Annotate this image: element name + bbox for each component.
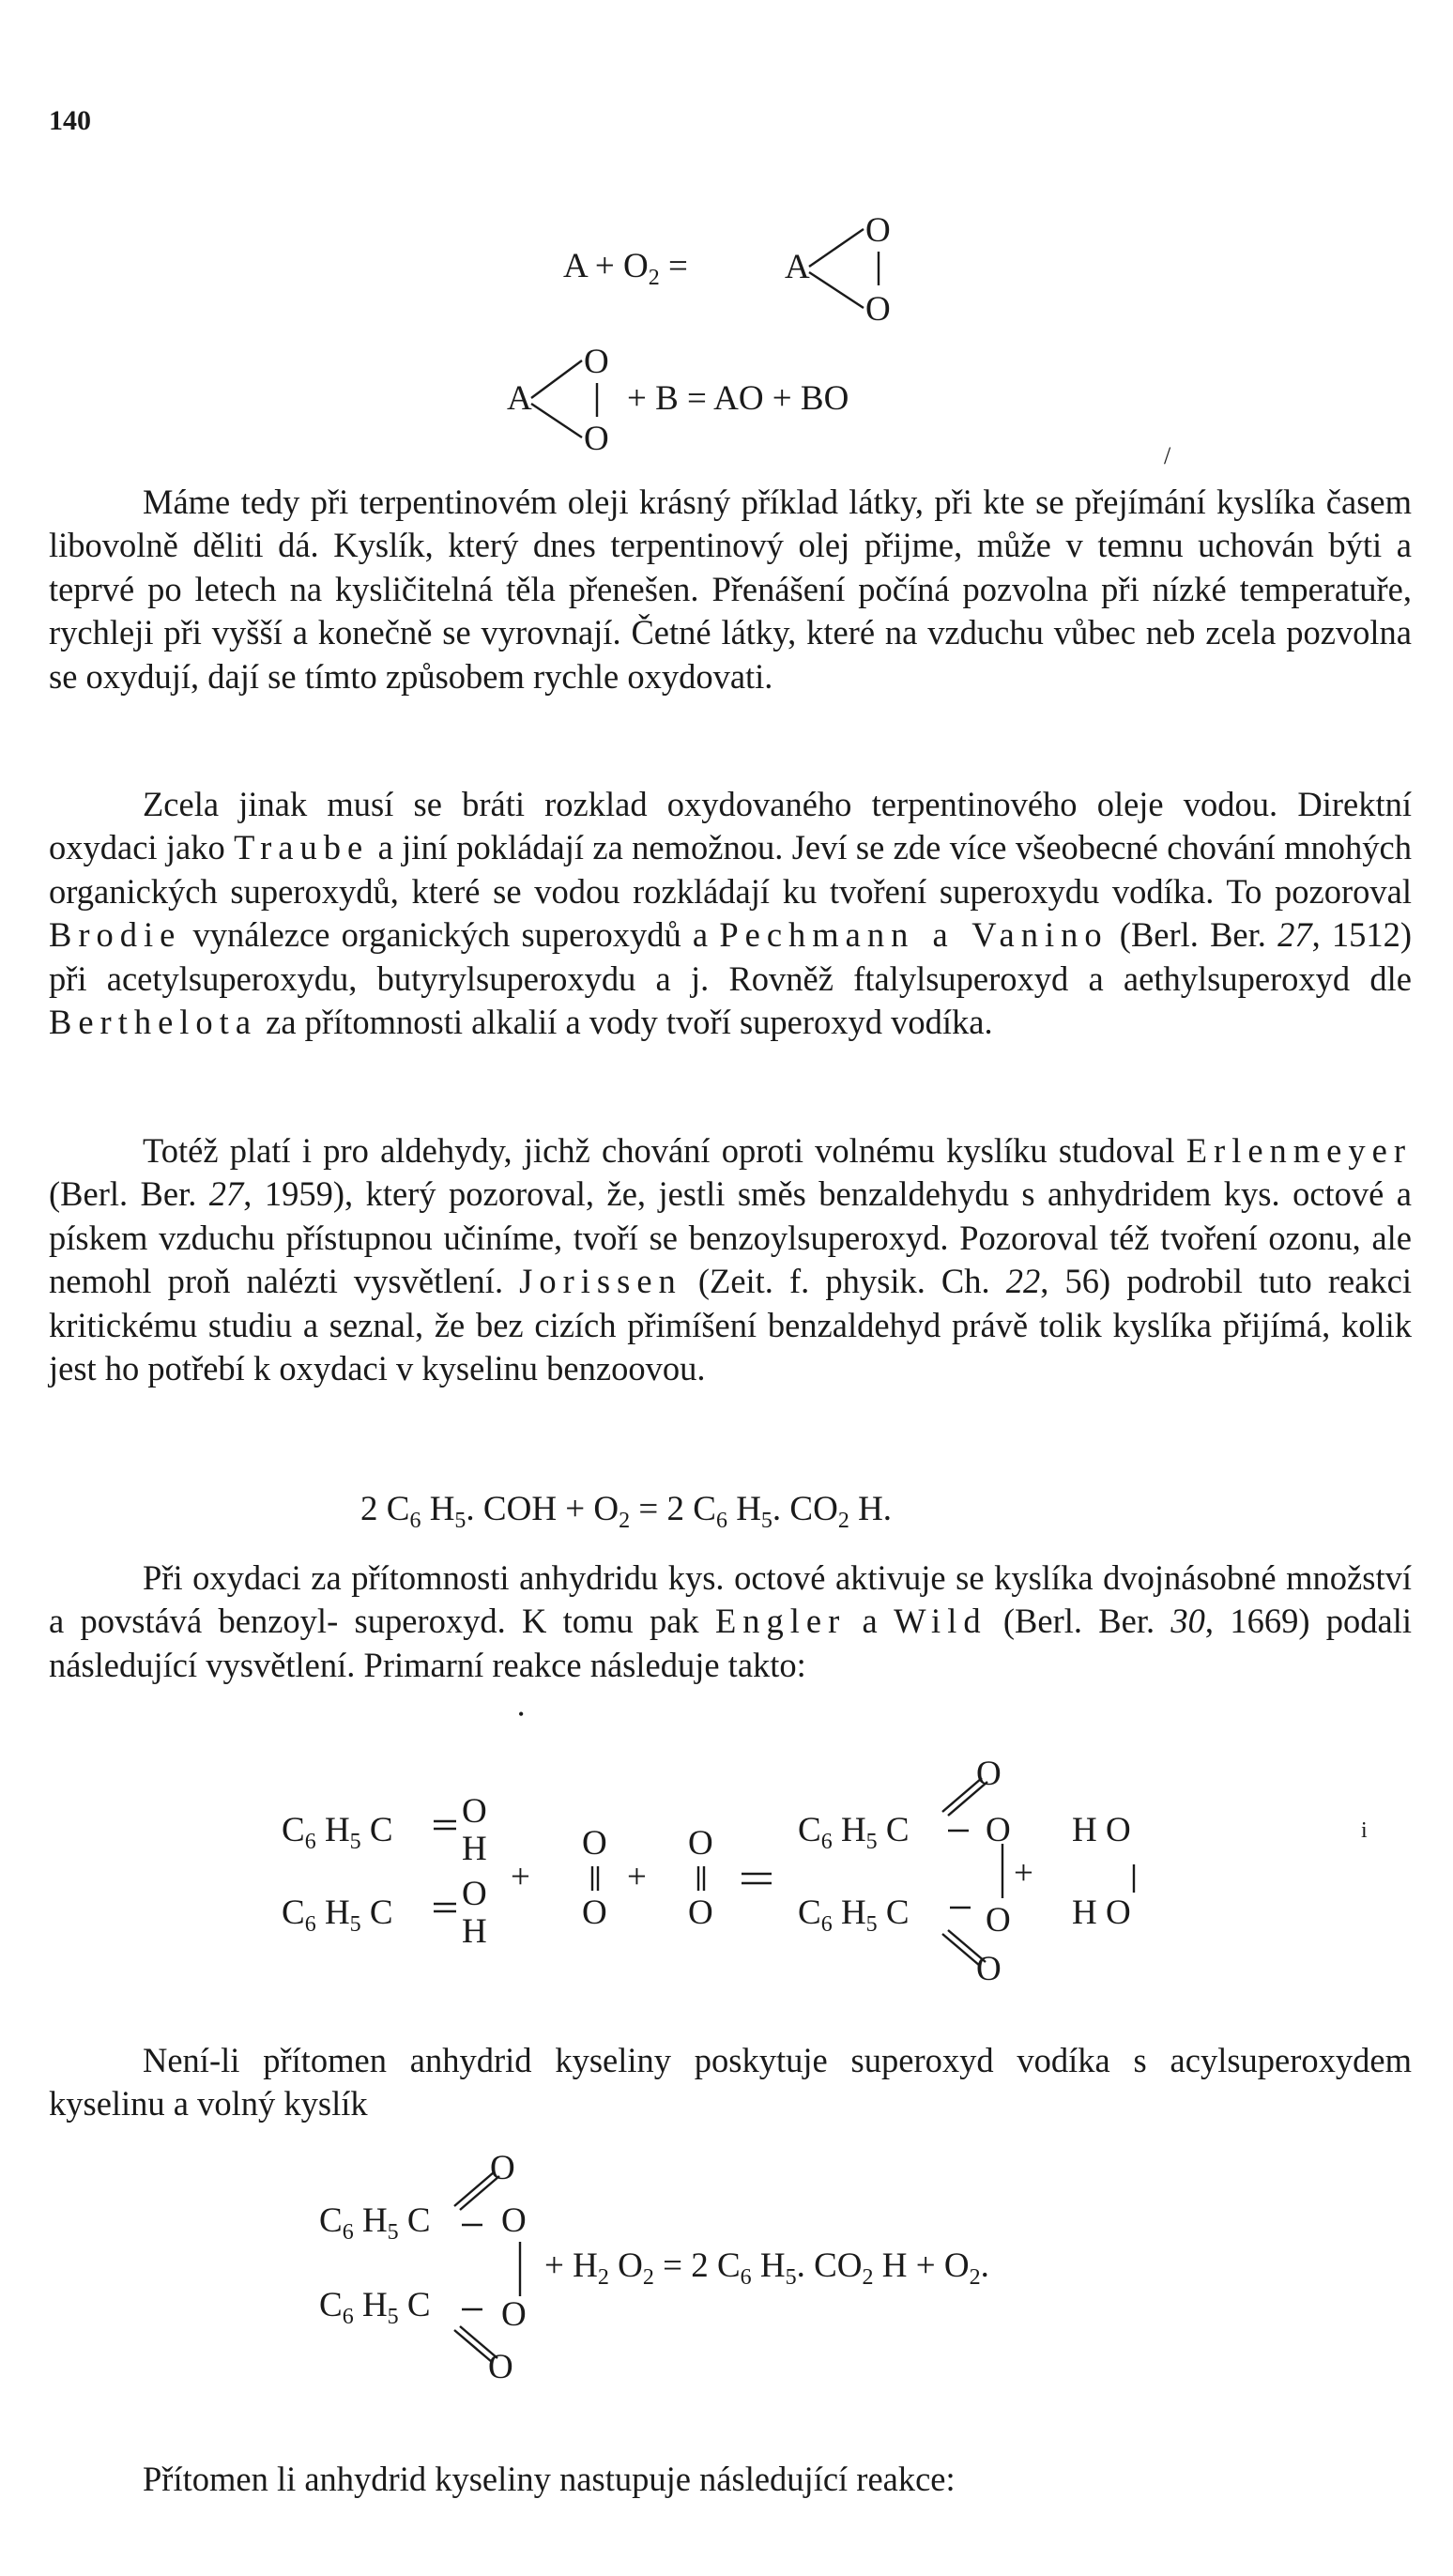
s1-p1-h5: 5 [865, 1830, 878, 1854]
s1-plus-2: + [627, 1858, 647, 1896]
p2-text-4: (Berl. Ber. [1108, 915, 1278, 955]
s2-rhs-g: . [980, 2246, 989, 2285]
s2-l1-h5: 5 [387, 2220, 399, 2245]
s1-p2-c6: 6 [820, 1912, 833, 1937]
name-berthelot: Berthelota [49, 1003, 258, 1042]
s1-plus-3: + [1014, 1854, 1033, 1893]
s2-l1-c6: 6 [342, 2220, 354, 2245]
p3-volume-2: 22 [1005, 1262, 1041, 1301]
s2-rhs-f: H + O [873, 2246, 970, 2285]
s2-l2-cc: C [398, 2286, 431, 2324]
s1-product-bottom [798, 1894, 910, 1937]
s1-product-top [798, 1811, 910, 1854]
s2-left-top [319, 2201, 431, 2245]
eq2-bond-upper [531, 360, 582, 398]
s2-rhs-a-sub: 2 [597, 2265, 609, 2290]
s1-water-top: H O [1072, 1811, 1131, 1849]
s2-rhs-f-sub: 2 [969, 2265, 981, 2290]
s2-right-side [544, 2246, 989, 2290]
paragraph-1: Máme tedy při terpentinovém oleji krásný příklad látky, při kte se přejímání kyslíka časem libovolně děliti dá. Kyslík, který dnes terpentinový olej přijme, může v temnu uchován býti a teprvé po letech na kysličitelná těla přenešen. Přenášení počíná pozvolna při nízké temperatuře, rychleji při vyšší a konečně se vyrovnají. Četné látky, které na vzduchu vůbec neb zcela pozvolna se oxydují, dají se tímto způsobem rychle oxydovati. [49, 483, 1412, 696]
eq1-left: A + O [563, 247, 649, 285]
eq1-bond-lower [809, 272, 864, 308]
s1-o2b-bot: O [688, 1894, 713, 1932]
paragraph-2 [49, 783, 1412, 1044]
s1-p1-h: H [832, 1811, 866, 1849]
s2-l2-h5: 5 [387, 2305, 399, 2329]
s1-p2-c: C [798, 1894, 821, 1932]
s1-reactant-2 [282, 1894, 393, 1937]
eq3-f: . CO [772, 1490, 838, 1528]
s1-o2b-top: O [688, 1824, 713, 1863]
s2-rhs-a: + H [544, 2246, 598, 2285]
p4-volume: 30 [1170, 1602, 1205, 1641]
eq2-right-side: + B = AO + BO [627, 379, 849, 418]
eq3-b-sub: 5 [454, 1509, 466, 1533]
name-erlenmeyer: Erlenmeyer [1185, 1131, 1412, 1170]
name-engler: Engler [714, 1602, 847, 1641]
s2-rhs-e: . CO [796, 2246, 863, 2285]
stray-dot: • [518, 1705, 525, 1724]
s1-reactant-1 [282, 1811, 393, 1854]
s1-p2-carbonyl-o: O [976, 1950, 1002, 1988]
paragraph-5: Není-li přítomen anhydrid kyseliny poskytuje superoxyd vodíka s acylsuperoxydem kyselinu a volný kyslík [49, 2041, 1412, 2124]
p2-text-3: vynálezce organických superoxydů a [181, 915, 720, 955]
p2-volume: 27 [1277, 915, 1312, 955]
s2-l2-h: H [353, 2286, 388, 2324]
name-traube: Traube [234, 828, 370, 867]
p4-text-3: (Berl. Ber. [987, 1602, 1171, 1641]
page-number: 140 [49, 105, 91, 136]
p3-text-2: (Berl. Ber. [49, 1174, 209, 1214]
s1-carbonyl-bot-1 [942, 1934, 980, 1966]
s1-o2a-bot: O [582, 1894, 607, 1932]
s1-p2-h: H [832, 1894, 866, 1932]
s1-r2-h: H [315, 1894, 350, 1932]
s1-plus-1: + [511, 1858, 530, 1896]
p4-text-2: a [846, 1602, 895, 1641]
s1-r1-c: C [282, 1811, 305, 1849]
p3-text-1: Totéž platí i pro aldehydy, jichž chování oproti volnému kyslíku studoval [143, 1131, 1186, 1170]
s1-r1-oxygen: O [462, 1792, 487, 1831]
eq3-g: H. [849, 1490, 893, 1528]
s1-r2-h5: 5 [349, 1912, 361, 1937]
stray-mark: / [1164, 442, 1171, 469]
s1-r1-h: H [315, 1811, 350, 1849]
p2-text-5: , 1512) při acetylsuperoxydu, butyrylsuperoxydu a j. Rovněž ftalylsuperoxyd a aethylsuperoxyd dle [49, 915, 1413, 998]
s1-r2-hydrogen: H [462, 1912, 487, 1951]
s1-p2-peroxy-o: O [986, 1901, 1011, 1940]
s2-rhs-e-sub: 2 [862, 2265, 874, 2290]
s2-l2-peroxy-o: O [501, 2295, 527, 2334]
eq2-oxygen-bottom: O [584, 420, 609, 458]
s1-p1-c: C [798, 1811, 821, 1849]
paragraph-3 [49, 1129, 1412, 1390]
s1-r2-cc: C [360, 1894, 393, 1932]
s1-r2-c6: 6 [304, 1912, 316, 1937]
s2-l1-c: C [319, 2201, 343, 2240]
eq3-e-sub: 5 [760, 1509, 772, 1533]
eq3-d-sub: 6 [715, 1509, 727, 1533]
name-jorissen: Jorissen [519, 1262, 682, 1301]
eq1-atom-a: A [785, 248, 810, 286]
s1-r1-cc: C [360, 1811, 393, 1849]
s1-r1-h5: 5 [349, 1830, 361, 1854]
s2-rhs-d-sub: 5 [785, 2265, 797, 2290]
s1-r2-c: C [282, 1894, 305, 1932]
eq3-a: 2 C [360, 1490, 410, 1528]
s2-carbonyl-bot-1 [454, 2330, 492, 2362]
name-pechmann-vanino: Pechmann a Vanino [719, 915, 1109, 955]
eq1-bond-upper [809, 229, 864, 267]
s2-l1-peroxy-o: O [501, 2201, 527, 2240]
s2-l1-carbonyl-o: O [490, 2149, 515, 2187]
s1-p1-carbonyl-o: O [976, 1755, 1002, 1793]
s1-water-bottom: H O [1072, 1894, 1131, 1932]
p3-text-3: , 1959), který pozoroval, že, jestli směs benzaldehydu s anhydridem kys. octové a pískem vzduchu přístupnou učiníme, tvoří se benzoylsuperoxyd. Pozoroval též tvoření ozonu, ale nemohl proň nalézti vysvětlení. [49, 1174, 1412, 1301]
s2-rhs-c-sub: 6 [740, 2265, 752, 2290]
s2-rhs-d: H [751, 2246, 786, 2285]
s2-l2-c: C [319, 2286, 343, 2324]
s2-rhs-c: = 2 C [653, 2246, 741, 2285]
s2-l1-h: H [353, 2201, 388, 2240]
s1-r1-hydrogen: H [462, 1830, 487, 1868]
p3-volume-1: 27 [208, 1174, 244, 1214]
p4-text-4: , 1669) podali následující vysvětlení. Primarní reakce následuje takto: [49, 1602, 1413, 1684]
s2-l2-carbonyl-o: O [488, 2348, 513, 2386]
s1-p1-cc: C [877, 1811, 910, 1849]
name-brodie: Brodie [49, 915, 182, 955]
eq3-d: = 2 C [630, 1490, 716, 1528]
s2-carbonyl-top-1 [454, 2172, 494, 2206]
s2-left-bottom [319, 2286, 431, 2329]
p4-text-1: Při oxydaci za přítomnosti anhydridu kys. octové aktivuje se kyslíka dvojnásobné množství a povstává benzoyl- superoxyd. K tomu pak [49, 1558, 1412, 1641]
eq3-e: H [726, 1490, 761, 1528]
eq3-c: . COH + O [466, 1490, 619, 1528]
name-wild: Wild [894, 1602, 987, 1641]
eq2-atom-a: A [507, 379, 532, 418]
p3-text-4: (Zeit. f. physik. Ch. [681, 1262, 1006, 1301]
s1-margin-tick: i [1361, 1818, 1368, 1843]
eq3-a-sub: 6 [409, 1509, 421, 1533]
s1-p2-cc: C [877, 1894, 910, 1932]
p2-text-6: za přítomnosti alkalií a vody tvoří superoxyd vodíka. [257, 1003, 993, 1042]
paragraph-6: Přítomen li anhydrid kyseliny nastupuje následující reakce: [143, 2460, 956, 2498]
p3-text-5: , 56) podrobil tuto reakci kritickému studiu a seznal, že bez cizích přimíšení benzaldehyd právě tolik kyslíka přijímá, kolik jest ho potřebí k oxydaci v kyselinu benzoovou. [49, 1262, 1412, 1388]
eq3-c-sub: 2 [619, 1509, 631, 1533]
equation-3 [360, 1489, 893, 1533]
s2-l1-cc: C [398, 2201, 431, 2240]
eq3-b: H [421, 1490, 455, 1528]
s1-p1-c6: 6 [820, 1830, 833, 1854]
eq1-oxygen-top: O [865, 211, 891, 250]
eq2-oxygen-top: O [584, 343, 609, 381]
s2-rhs-b: O [608, 2246, 643, 2285]
eq1-left-sub: 2 [648, 266, 660, 290]
eq3-f-sub: 2 [837, 1509, 849, 1533]
p2-text-1: Zcela jinak musí se bráti rozklad oxydovaného terpentinového oleje vodou. Direktní oxydaci jako [49, 785, 1412, 867]
paragraph-4 [49, 1556, 1412, 1687]
eq1-equals: = [668, 247, 688, 285]
s2-l2-c6: 6 [342, 2305, 354, 2329]
s1-p2-h5: 5 [865, 1912, 878, 1937]
s1-r2-oxygen: O [462, 1875, 487, 1913]
s1-p1-peroxy-o: O [986, 1811, 1011, 1849]
eq1-oxygen-bottom: O [865, 290, 891, 329]
s1-o2a-top: O [582, 1824, 607, 1863]
s1-r1-c6: 6 [304, 1830, 316, 1854]
s2-rhs-b-sub: 2 [642, 2265, 654, 2290]
eq2-bond-lower [531, 404, 582, 437]
p2-text-2: a jiní pokládají za nemožnou. Jeví se zde více všeobecné chování mnohých organických superoxydů, které se vodou rozkládají ku tvoření superoxydu vodíka. To pozoroval [49, 828, 1413, 911]
